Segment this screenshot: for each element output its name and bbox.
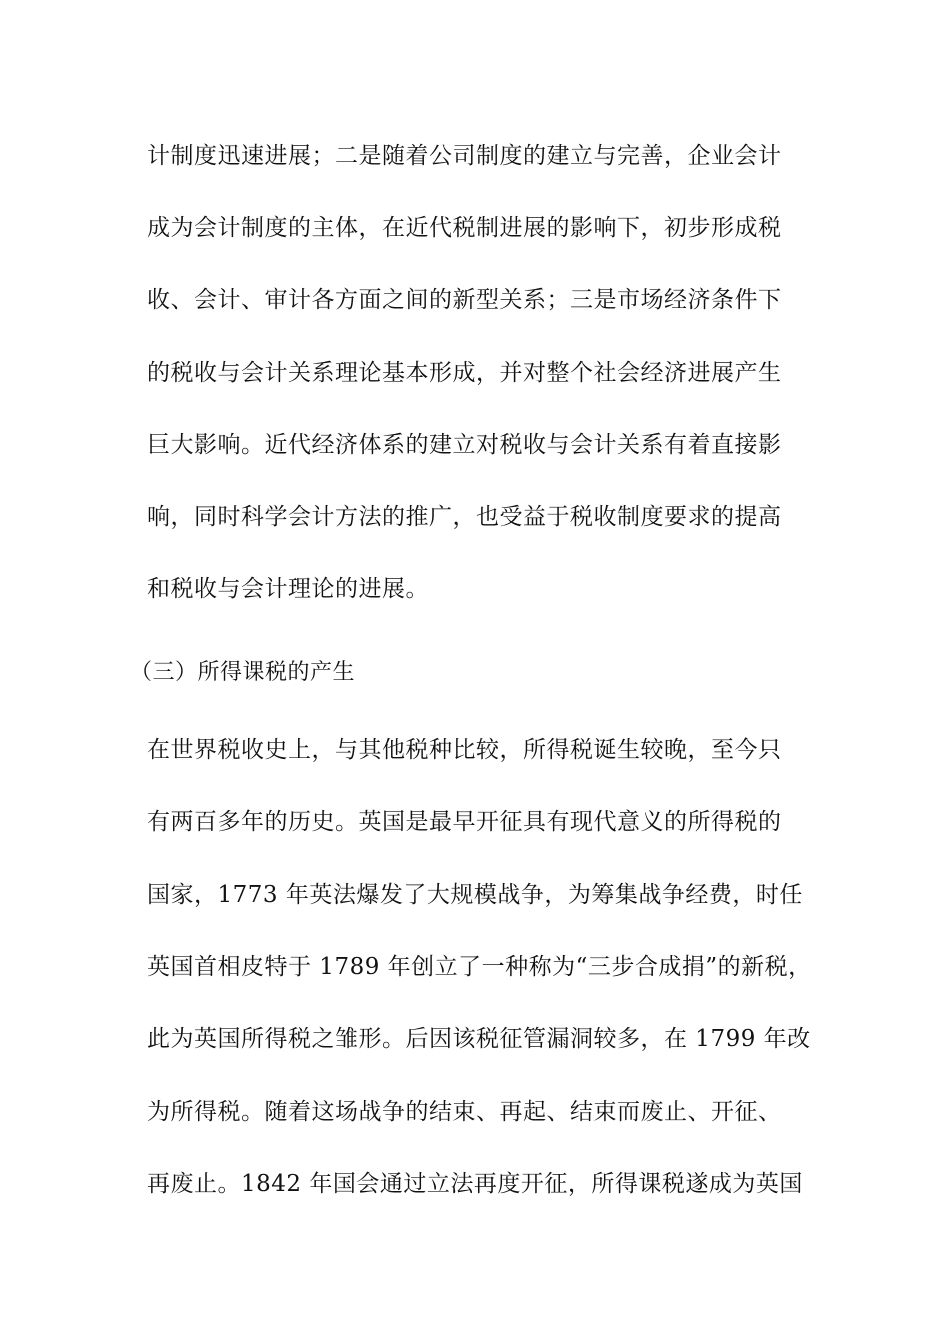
paragraph-line: 成为会计制度的主体，在近代税制进展的影响下，初步形成税 [147,215,782,241]
paragraph-line: 英国首相皮特于 1789 年创立了一种称为“三步合成捐”的新税， [147,954,812,980]
paragraph-line: 有两百多年的历史。英国是最早开征具有现代意义的所得税的 [147,809,782,835]
section-heading: （三）所得课税的产生 [130,660,356,685]
paragraph-line: 再废止。1842 年国会通过立法再度开征，所得课税遂成为英国 [147,1171,803,1197]
paragraph-line: 计制度迅速进展；二是随着公司制度的建立与完善，企业会计 [147,143,782,169]
paragraph-line: 巨大影响。近代经济体系的建立对税收与会计关系有着直接影 [147,432,782,458]
paragraph-line: 收、会计、审计各方面之间的新型关系；三是市场经济条件下 [147,287,782,313]
paragraph-line: 和税收与会计理论的进展。 [147,576,429,602]
paragraph-line: 在世界税收史上，与其他税种比较，所得税诞生较晚，至今只 [147,737,782,763]
paragraph-line: 此为英国所得税之雏形。后因该税征管漏洞较多，在 1799 年改 [147,1026,811,1052]
paragraph-line: 国家，1773 年英法爆发了大规模战争，为筹集战争经费，时任 [147,882,803,908]
paragraph-line: 的税收与会计关系理论基本形成，并对整个社会经济进展产生 [147,360,782,386]
paragraph-line: 为所得税。随着这场战争的结束、再起、结束而废止、开征、 [147,1099,782,1125]
paragraph-line: 响，同时科学会计方法的推广，也受益于税收制度要求的提高 [147,504,782,530]
